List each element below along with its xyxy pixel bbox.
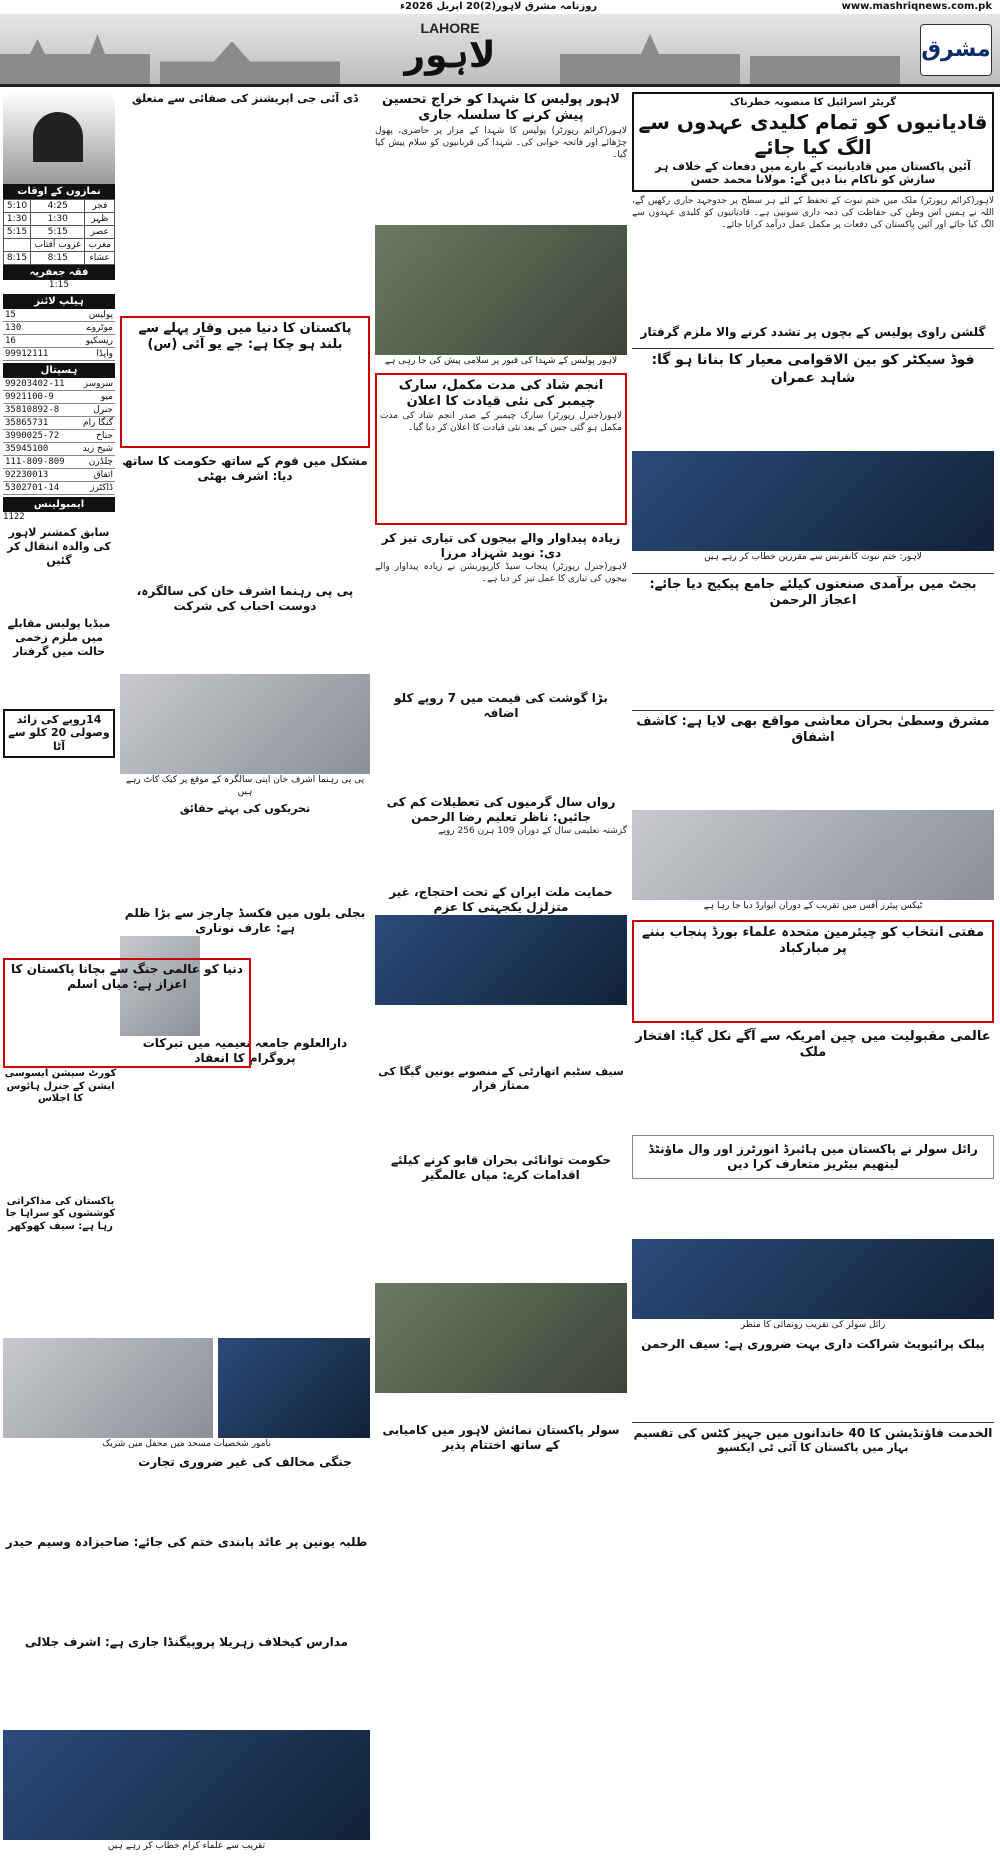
photo-caption: تقریب سے علماء کرام خطاب کر رہے ہیں	[107, 1841, 266, 1851]
lead-subheadline: آئین پاکستان میں قادیانیت کے بارے میں دفعات کے خلاف ہر سازش کو ناکام بنا دیں گے: مولانا محمد حسن	[655, 159, 971, 187]
prayer-cell: مغرب	[85, 239, 115, 252]
photo-caption: لاہور پولیس کے شہدا کی قبور پر سلامی پیش کی جا رہی ہے	[384, 355, 618, 366]
lead-headline: قادیانیوں کو تمام کلیدی عہدوں سے الگ کیا جائے	[638, 109, 988, 159]
phone-label: موٹروے	[71, 322, 116, 335]
article-body: لاہور(کرائم رپورٹر) پولیس کا شہدا کے مزار پر حاضری، پھول چڑھائے اور فاتحہ خوانی کی۔ شہدا کی قربانیوں کو سلام پیش کیا گیا۔	[375, 125, 627, 160]
prayer-cell	[4, 239, 31, 252]
helpline-title: ہیلپ لائنز	[3, 294, 115, 309]
photo-conference	[632, 451, 994, 551]
article-body	[632, 1179, 994, 1239]
headline: رواں سال گرمیوں کی تعطیلات کم کی جائیں: ناظر تعلیم رضا الرحمن	[386, 795, 616, 824]
headline: مفتی انتخاب کو چیئرمین متحدہ علماء بورڈ پنجاب بننے پر مبارکباد	[641, 925, 985, 957]
article-body: گزشتہ تعلیمی سال کے دوران 109 ہرن 256 روپے	[438, 826, 627, 836]
headline: فوڈ سیکٹر کو بین الاقوامی معیار کا بنانا ہو گا: شاہد عمران	[632, 348, 994, 387]
headline: مدارس کیخلاف زہریلا پروپیگنڈا جاری ہے: اشرف جلالی	[24, 1635, 349, 1649]
prayer-row	[4, 200, 115, 213]
prayer-cell: فجر	[85, 200, 115, 213]
photo-mosque-interior	[3, 1338, 213, 1438]
newspaper-logo[interactable]: مشرق	[920, 24, 992, 76]
prayer-cell: 1:30	[4, 213, 31, 226]
photo-solar-event	[375, 1283, 627, 1393]
article-body	[120, 484, 370, 584]
prayer-cell: 4:25	[30, 200, 85, 213]
dateline: روزنامہ مشرق لاہور(2)20 اپریل 2026ء	[400, 1, 598, 12]
photo-scholars	[3, 1730, 370, 1840]
article-body	[3, 1550, 370, 1630]
prayer-cell: عشاء	[85, 252, 115, 265]
phone-label: چلڈرن	[76, 456, 115, 469]
story-block	[3, 1635, 370, 1710]
headline: ڈی آئی جی اپریشنز کی صفائی سے متعلق	[132, 92, 358, 105]
headline: بڑا گوشت کی قیمت میں 7 روپے کلو اضافہ	[394, 691, 608, 720]
headline: رائل سولر نے پاکستان میں ہائبرڈ انورٹرز اور وال ماؤنٹڈ لیتھیم بیٹریز متعارف کرا دیں	[632, 1135, 994, 1179]
headline: سولر پاکستان نمائش لاہور میں کامیابی کے ساتھ اختتام پذیر	[382, 1422, 620, 1452]
phone-label: جناح	[76, 430, 115, 443]
article-body	[3, 1106, 118, 1196]
prayer-cell: 5:10	[4, 200, 31, 213]
phone-row	[3, 309, 115, 322]
skyline-image	[160, 39, 340, 84]
phone-row	[3, 391, 115, 404]
phone-number[interactable]: 99203402-11	[3, 378, 76, 391]
photo-block-bottom	[3, 1730, 370, 1862]
article-body	[375, 1005, 627, 1065]
photo-block-mosque	[3, 1338, 370, 1448]
article-body	[120, 1470, 370, 1530]
phone-label: شیخ زید	[76, 443, 115, 456]
headline: میڈیا پولیس مقابلے میں ملزم زخمی حالت میں گرفتار	[7, 617, 111, 658]
boxed-story	[3, 958, 251, 1068]
prayer-times-title: نمازوں کے اوقات	[3, 184, 115, 199]
phone-row	[3, 322, 115, 335]
column-center	[375, 92, 627, 1862]
headline: لاہور پولیس کا شہدا کو خراج تحسین پیش کرنے کا سلسلہ جاری	[382, 92, 620, 124]
article-body	[120, 106, 370, 316]
phone-label: ڈاکٹرز	[76, 482, 115, 495]
article-body	[632, 610, 994, 710]
headline: عالمی مقبولیت میں چین امریکہ سے آگے نکل گیا: افتخار ملک	[635, 1028, 991, 1060]
column-lead	[632, 92, 994, 1862]
article-body	[632, 387, 994, 447]
phone-number[interactable]: 130	[3, 322, 71, 335]
article-body	[120, 614, 370, 674]
website-url[interactable]: www.mashriqnews.com.pk	[841, 1, 992, 12]
ambulance-title: ایمبولینس	[3, 497, 115, 512]
fiqh-title: فقہ جعفریہ	[3, 265, 115, 280]
prayer-row	[4, 239, 115, 252]
headline: زیادہ پیداوار والے بیجوں کی تیاری تیز کر دی: نوید شہزاد مرزا	[381, 531, 621, 560]
article-body	[3, 1650, 370, 1710]
article-body	[632, 1352, 994, 1422]
skyline-image	[0, 34, 150, 84]
phone-row	[3, 404, 115, 417]
photo-caption: پی پی رہنما اشرف خان اپنی سالگرہ کے موقع پر کیک کاٹ رہے ہیں	[125, 775, 365, 798]
phone-row	[3, 482, 115, 495]
headline: حمایت ملت ایران کے تحت احتجاج، غیر متزلزل یکجہتی کا عزم	[389, 885, 613, 914]
boxed-story	[375, 373, 627, 526]
article-body	[375, 721, 627, 791]
phone-number[interactable]: 35865731	[3, 417, 76, 430]
phone-row	[3, 456, 115, 469]
prayer-cell: عصر	[85, 226, 115, 239]
headline: پاکستان کی مذاکراتی کوششوں کو سراہا جا رہا ہے: سیف کھوکھر	[5, 1195, 116, 1232]
headline: مشرق وسطیٰ بحران معاشی مواقع بھی لایا ہے: کاشف اشفاق	[632, 710, 994, 747]
headline: طلبہ یونین پر عائد پابندی ختم کی جائے: صاحبزادہ وسیم حیدر	[5, 1535, 368, 1549]
prayer-cell: 5:15	[4, 226, 31, 239]
prayer-cell: 5:15	[30, 226, 85, 239]
phone-number[interactable]: 16	[3, 335, 71, 348]
photo-iran-support	[375, 915, 627, 1005]
prayer-row	[4, 252, 115, 265]
phone-number[interactable]: 111-809-809	[3, 456, 76, 469]
lead-kicker: گریٹر اسرائیل کا منصوبہ خطرناک	[729, 97, 897, 108]
skyline-image	[560, 34, 740, 84]
headline: پی پی رہنما اشرف خان کی سالگرہ، دوست احباب کی شرکت	[136, 584, 354, 614]
phone-number[interactable]: 5302701-14	[3, 482, 76, 495]
photo-caption: رائل سولر کی تقریب رونمائی کا منظر	[740, 1320, 886, 1330]
phone-number[interactable]: 35810892-8	[3, 404, 76, 417]
boxed-story	[632, 920, 994, 1023]
hospital-title: ہسپتال	[3, 363, 115, 378]
prayer-row	[4, 213, 115, 226]
article-body	[7, 992, 247, 1062]
masthead-banner	[0, 14, 1000, 87]
phone-label: میو	[76, 391, 115, 404]
article-body	[3, 567, 115, 617]
headline: تحریکوں کی بہتے حقائق	[179, 802, 311, 816]
phone-number[interactable]: 35945100	[3, 443, 76, 456]
photo-caption: ٹیکس پیئرز آفس میں تقریب کے دوران ایوارڈ دیا جا رہا ہے	[703, 901, 923, 911]
fiqh-time: 1:15	[48, 280, 70, 290]
phone-row	[3, 443, 115, 456]
hospital-table	[3, 378, 115, 495]
article-body	[632, 746, 994, 806]
phone-label: گنگا رام	[76, 417, 115, 430]
phone-row	[3, 348, 115, 361]
article-body	[637, 958, 989, 1018]
headline: بہار میں پاکستان کا آئی ٹی ایکسپو	[717, 1441, 909, 1454]
phone-number[interactable]: 15	[3, 309, 71, 322]
story-block	[120, 1455, 370, 1530]
photo-tax-office	[632, 810, 994, 900]
photo-royal-solar	[632, 1239, 994, 1319]
article-body	[375, 1093, 627, 1153]
helpline-table	[3, 309, 115, 361]
headline: سابق کمشنر لاہور کی والدہ انتقال کر گئیں	[7, 526, 111, 567]
mosque-illustration	[3, 92, 115, 184]
headline: جنگی مخالف کی غیر ضروری تجارت	[138, 1455, 352, 1469]
headline: انجم شاد کی مدت مکمل، سارک چیمبر کی نئی قیادت کا اعلان	[398, 377, 604, 409]
phone-label: ریسکیو	[71, 335, 116, 348]
skyline-image	[750, 44, 900, 84]
lead-story	[632, 92, 994, 192]
phone-row	[3, 430, 115, 443]
article-body	[125, 353, 365, 443]
prayer-cell: 8:15	[30, 252, 85, 265]
top-line	[0, 0, 1000, 14]
headline: پبلک پرائیویٹ شراکت داری بہت ضروری ہے: سیف الرحمن	[641, 1337, 985, 1351]
phone-number[interactable]: 3990025-72	[3, 430, 76, 443]
prayer-cell: ظہر	[85, 213, 115, 226]
phone-label: واپڈا	[71, 348, 116, 361]
phone-label: سروسز	[76, 378, 115, 391]
phone-row	[3, 335, 115, 348]
headline: بجلی بلوں میں فکسڈ چارجز سے بڑا ظلم ہے: عارف نوناری	[124, 906, 366, 935]
phone-label: پولیس	[71, 309, 116, 322]
headline: بجٹ میں برآمدی صنعتوں کیلئے جامع پیکیج دیا جائے: اعجاز الرحمن	[632, 573, 994, 610]
photo-caption: نامور شخصیات مسجد میں محفل میں شریک	[102, 1439, 271, 1448]
photo-birthday	[120, 674, 370, 774]
headline: گلشن راوی پولیس کے بچوں پر تشدد کرنے والا ملزم گرفتار	[640, 325, 986, 339]
headline: الخدمت فاؤنڈیشن کا 40 خاندانوں میں جہیز کٹس کی تقسیم	[632, 1422, 994, 1441]
headline: دنیا کو عالمی جنگ سے بچانا پاکستان کا اعزاز ہے: میاں اسلم	[11, 962, 243, 991]
prayer-cell: غروب آفتاب	[30, 239, 85, 252]
article-body	[120, 1066, 370, 1116]
headline: 14روپے کی زائد وصولی 20 کلو سے آٹا	[3, 709, 115, 758]
headline: مشکل میں قوم کے ساتھ حکومت کا ساتھ دیا: اشرف بھٹی	[122, 454, 368, 484]
boxed-story	[120, 316, 370, 449]
photo-speaker	[218, 1338, 370, 1438]
headline: سیف سٹیم اتھارٹی کے منصوبے یونین گیگا کی ممتاز قرار	[378, 1065, 624, 1092]
phone-label: جنرل	[76, 404, 115, 417]
masthead-city-en: LAHORE	[420, 20, 480, 36]
lower-left-stories	[3, 1455, 370, 1725]
article-body: لاہور(جنرل رپورٹر) سارک چیمبر کے صدر انجم شاد کی مدت مکمل ہو گئی جس کے بعد نئی قیادت کا اعلان کر دیا گیا۔	[380, 411, 622, 433]
article-body	[3, 659, 115, 709]
article-body	[632, 1061, 994, 1131]
headline: کورٹ سیشن ایسوسی ایشن کے جنرل ہائوس کا اجلاس	[4, 1068, 117, 1104]
article-body	[120, 816, 370, 906]
headline: دارالعلوم جامعہ نعیمیہ میں تبرکات پروگرام کا انعقاد	[142, 1036, 348, 1065]
lead-body: لاہور(کرائم رپورٹر) ملک میں ختم نبوت کے تحفظ کے لئے ہر سطح پر جدوجہد جاری رکھیں گے، اللہ نے ہمیں اس وطن کی حفاظت کی ذمہ داری سونپی ہے۔ قادیانیوں کو کلیدی عہدوں سے الگ کیا جائے اور آئین پاکستان کی دفعات پر مکمل عمل درآمد کرایا جائے۔	[632, 196, 994, 230]
column-left-lower	[3, 1068, 118, 1328]
prayer-row	[4, 226, 115, 239]
ambulance-number[interactable]: 1122	[3, 512, 25, 522]
masthead-title	[360, 20, 540, 80]
article-body	[3, 1233, 118, 1313]
article-body	[3, 758, 115, 818]
photo-caption: لاہور: ختم نبوت کانفرنس سے مقررین خطاب کر رہے ہیں	[704, 552, 922, 562]
phone-number[interactable]: 9921100-9	[3, 391, 76, 404]
phone-number[interactable]: 92230013	[3, 469, 76, 482]
article-body	[375, 1393, 627, 1423]
article-body	[375, 1183, 627, 1283]
prayer-cell: 1:30	[30, 213, 85, 226]
phone-row	[3, 417, 115, 430]
phone-row	[3, 378, 115, 391]
photo-police-martyrs	[375, 225, 627, 355]
headline: حکومت توانائی بحران قابو کرنے کیلئے اقدامات کرے: میاں عالمگیر	[390, 1152, 612, 1182]
article-body: لاہور(جنرل رپورٹر) پنجاب سیڈ کارپوریشن نے زیادہ پیداوار والے بیجوں کی تیاری کا عمل تیز کر دیا ہے۔	[375, 562, 627, 584]
prayer-times-table	[3, 199, 115, 265]
masthead-city-ur: لاہور	[404, 35, 496, 76]
phone-row	[3, 469, 115, 482]
phone-label: اتفاق	[76, 469, 115, 482]
story-block	[3, 1535, 370, 1630]
phone-number[interactable]: 99912111	[3, 348, 71, 361]
prayer-cell: 8:15	[4, 252, 31, 265]
headline: پاکستان کا دنیا میں وقار پہلے سے بلند ہو چکا ہے: جے یو آئی (س)	[138, 320, 352, 352]
